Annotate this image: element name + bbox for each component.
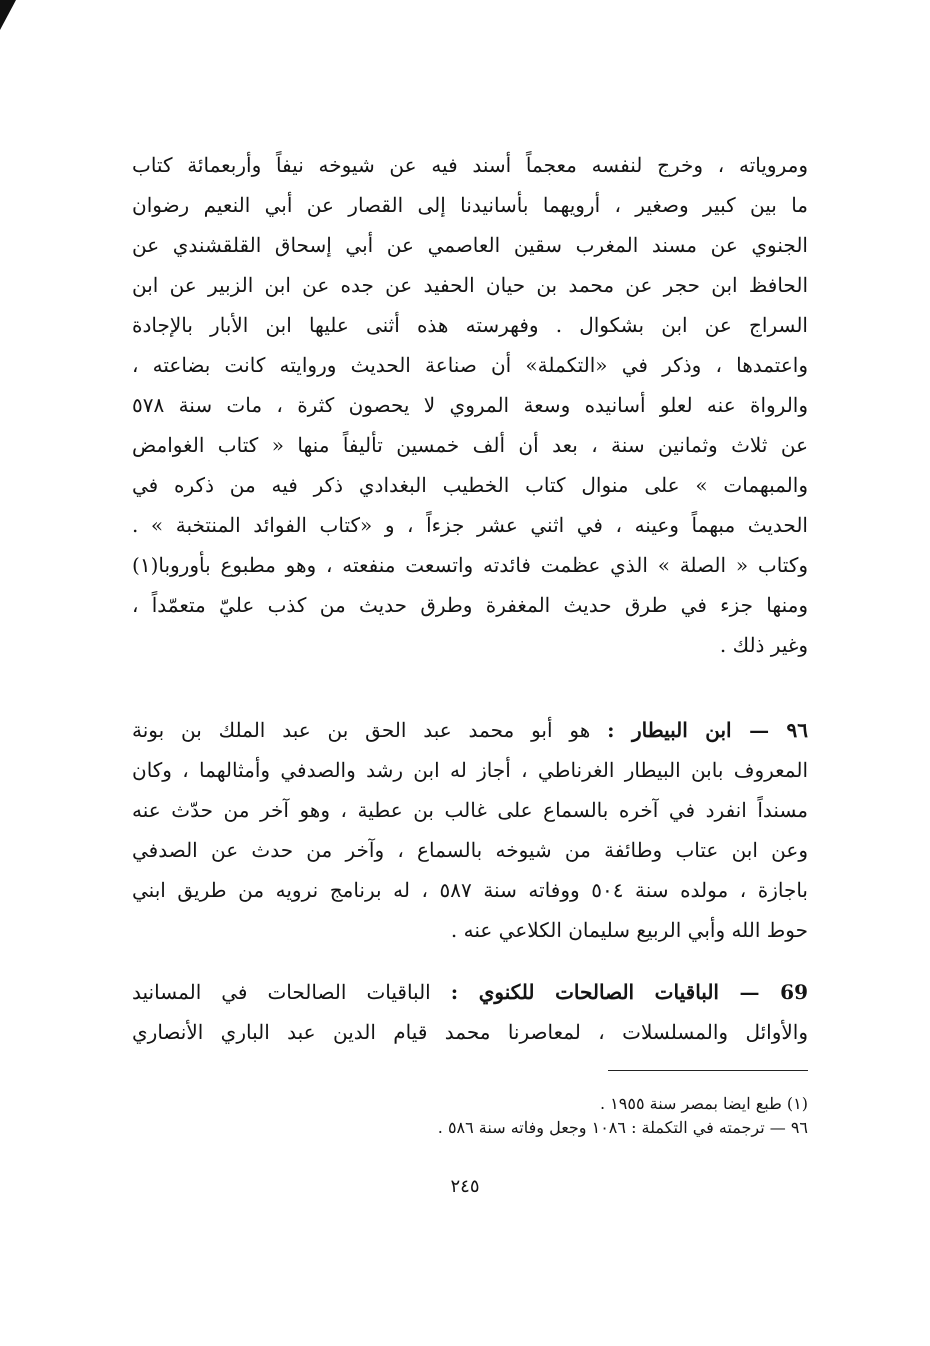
text-line: وكتاب « الصلة » الذي عظمت فائدته واتسعت منفعته ، وهو مطبوع بأوروبا(١) <box>132 553 808 577</box>
text-line: واعتمدها ، وذكر في «التكملة» أن صناعة الحديث وروايته كانت بضاعته ، <box>132 353 808 377</box>
paragraph-continuation <box>132 145 808 665</box>
entry-96-ibn-al-baytar <box>132 710 808 950</box>
entry-heading-rest: هو أبو محمد عبد الحق بن عبد الملك بن بونة <box>132 718 591 742</box>
footnote: ٩٦ — ترجمته في التكملة : ١٠٨٦ وجعل وفاته سنة ٥٨٦ . <box>437 1118 808 1137</box>
text-line: والأوائل والمسلسلات ، لمعاصرنا محمد قيام الدين عبد الباري الأنصاري <box>132 1020 808 1044</box>
text-line: والرواة عنه لعلو أسانيده وسعة المروي لا يحصون كثرة ، مات سنة ٥٧٨ <box>132 393 808 417</box>
footnote: (١) طبع ايضا بمصر سنة ١٩٥٥ . <box>599 1094 808 1113</box>
entry-heading: ٩٦ — ابن البيطار : <box>607 718 808 742</box>
text-line: حوط الله وأبي الربيع سليمان الكلاعي عنه . <box>450 918 808 942</box>
text-line: والمبهمات » على منوال كتاب الخطيب البغدادي ذكر فيه من ذكره في <box>132 473 808 497</box>
corner-mark <box>0 0 16 30</box>
text-line: السراج عن ابن بشكوال . وفهرسته هذه أثنى عليها ابن الأبار بالإجادة <box>132 313 808 337</box>
entry-69-al-baqiyat <box>132 972 808 1052</box>
text-line: ما بين كبير وصغير ، أرويهما بأسانيدنا إلى القصار عن أبي النعيم رضوان <box>132 193 808 217</box>
entry-heading-rest: الباقيات الصالحات في المسانيد <box>132 980 431 1004</box>
entry-heading: 69 — الباقيات الصالحات للكنوي : <box>450 980 808 1004</box>
text-line: وغير ذلك . <box>719 633 808 657</box>
entry-first-line <box>132 972 808 1012</box>
text-line: عن ثلاث وثمانين سنة ، بعد أن ألف خمسين تأليفاً منها « كتاب الغوامض <box>132 433 808 457</box>
text-line: باجازة ، مولده سنة ٥٠٤ ووفاته سنة ٥٨٧ ، له برنامج نرويه من طريق ابني <box>132 878 808 902</box>
text-line: الحافظ ابن حجر عن محمد بن حيان الحفيد عن جده عن ابن الزبير عن ابن <box>132 273 808 297</box>
text-line: ومروياته ، وخرج لنفسه معجماً أسند فيه عن شيوخه نيفاً وأربعمائة كتاب <box>132 153 808 177</box>
text-line: الجنوي عن مسند المغرب سقين العاصمي عن أبي إسحاق القلقشندي عن <box>132 233 808 257</box>
footnotes <box>132 1092 808 1140</box>
text-line: الحديث مبهماً وعينه ، في اثني عشر جزءاً ، و «كتاب الفوائد المنتخبة » . <box>132 513 808 537</box>
entry-first-line <box>132 710 808 750</box>
text-line: المعروف بابن البيطار الغرناطي ، أجاز له ابن رشد والصدفي وأمثالهما ، وكان <box>132 758 808 782</box>
text-line: وعن ابن عتاب وطائفة من شيوخه بالسماع ، وآخر من حدث عن الصدفي <box>132 838 808 862</box>
text-line: ومنها جزء في طرق حديث المغفرة وطرق حديث من كذب عليّ متعمّداً ، <box>132 593 808 617</box>
text-line: مسنداً انفرد في آخره بالسماع على غالب بن عطية ، وهو آخر من حدّث عنه <box>132 798 808 822</box>
page-number: ٢٤٥ <box>450 1176 480 1197</box>
footnote-divider <box>608 1070 808 1071</box>
